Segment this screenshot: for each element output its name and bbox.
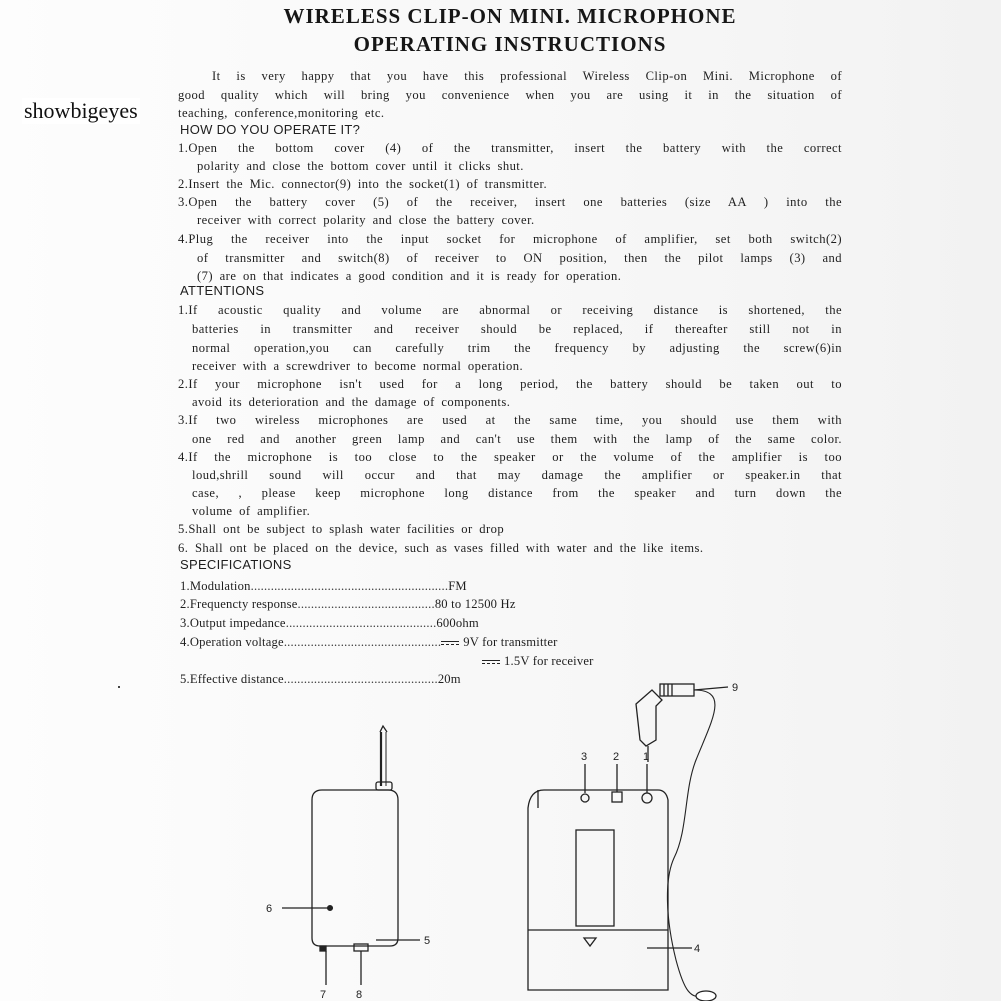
document-subtitle: OPERATING INSTRUCTIONS [353, 32, 667, 56]
part-label-1: 1 [643, 751, 650, 763]
part-label-9: 9 [732, 682, 739, 694]
spec-value: 9V for transmitter [463, 635, 558, 649]
document-title: WIRELESS CLIP-ON MINI. MICROPHONE [283, 4, 737, 28]
attention-line: loud,shrill sound will occur and that may damage the amplifier or speaker.in that [192, 468, 842, 482]
attention-line: 6. Shall ont be placed on the device, such as vases filled with water and the like items. [178, 541, 704, 555]
section-heading-specifications: SPECIFICATIONS [180, 557, 292, 572]
operate-line: of transmitter and switch(8) of receiver to ON position, then the pilot lamps (3) and [197, 251, 842, 265]
section-heading-attentions: ATTENTIONS [180, 283, 265, 298]
attention-line: 4.If the microphone is too close to the speaker or the volume of the amplifier is too [178, 450, 842, 464]
part-label-8: 8 [356, 989, 363, 1001]
attention-line: 1.If acoustic quality and volume are abnormal or receiving distance is shortened, the [178, 303, 842, 317]
attention-line: 5.Shall ont be subject to splash water facilities or drop [178, 522, 505, 536]
attention-line: 2.If your microphone isn't used for a long period, the battery should be taken out to [178, 377, 842, 391]
part-label-6: 6 [266, 903, 273, 915]
spec-leader: .............................................. [283, 672, 438, 686]
spec-label: 1.Modulation [180, 579, 251, 593]
operate-line: 3.Open the battery cover (5) of the receiver, insert one batteries (size AA ) into the [178, 195, 842, 209]
part-label-5: 5 [424, 935, 431, 947]
part-label-7: 7 [320, 989, 327, 1001]
operate-line: 4.Plug the receiver into the input socket for microphone of amplifier, set both switch(2) [178, 232, 842, 246]
section-heading-operate: HOW DO YOU OPERATE IT? [180, 122, 361, 137]
attention-line: avoid its deterioration and the damage of components. [192, 395, 511, 409]
attention-line: receiver with a screwdriver to become normal operation. [192, 359, 524, 373]
attention-line: normal operation,you can carefully trim the frequency by adjusting the screw(6)in [192, 341, 842, 355]
attention-line: 3.If two wireless microphones are used at the same time, you should use them with [178, 413, 842, 427]
part-label-3: 3 [581, 751, 588, 763]
operate-line: 2.Insert the Mic. connector(9) into the socket(1) of transmitter. [178, 177, 548, 191]
spec-label: 2.Frequencty response [180, 597, 298, 611]
spec-label: 4.Operation voltage [180, 635, 284, 649]
spec-leader: ........................................................... [250, 579, 449, 593]
spec-leader: ............................................. [285, 616, 437, 630]
operate-line: receiver with correct polarity and close the battery cover. [197, 213, 535, 227]
attention-line: case, , please keep microphone long distance from the speaker and turn down the [192, 486, 842, 500]
attention-line: one red and another green lamp and can't use them with the lamp of the same color. [192, 432, 842, 446]
operate-line: (7) are on that indicates a good condition and it is ready for operation. [197, 269, 622, 283]
intro-line: teaching, conference,monitoring etc. [178, 106, 385, 120]
spec-leader: ......................................... [297, 597, 435, 611]
part-label-4: 4 [694, 943, 701, 955]
spec-label: 3.Output impedance [180, 616, 286, 630]
part-label-2: 2 [613, 751, 620, 763]
spec-value: 600ohm [436, 616, 479, 630]
watermark: showbigeyes [24, 98, 138, 123]
receiver-drawing [282, 726, 420, 985]
intro-line: good quality which will bring you convenience when you are using it in the situation of [178, 88, 842, 102]
spec-value: 1.5V for receiver [504, 654, 594, 668]
spec-value: 80 to 12500 Hz [434, 597, 516, 611]
attention-line: volume of amplifier. [192, 504, 311, 518]
operate-line: polarity and close the bottom cover until it clicks shut. [197, 159, 524, 173]
intro-line: It is very happy that you have this professional Wireless Clip-on Mini. Microphone of [212, 69, 842, 83]
spec-leader: ............................................... [283, 635, 442, 649]
operate-line: 1.Open the bottom cover (4) of the transmitter, insert the battery with the correct [178, 141, 842, 155]
spec-value: FM [448, 579, 467, 593]
attention-line: batteries in transmitter and receiver should be replaced, if thereafter still not in [192, 322, 842, 336]
spec-label: 5.Effective distance [180, 672, 284, 686]
spec-value: 20m [437, 672, 461, 686]
